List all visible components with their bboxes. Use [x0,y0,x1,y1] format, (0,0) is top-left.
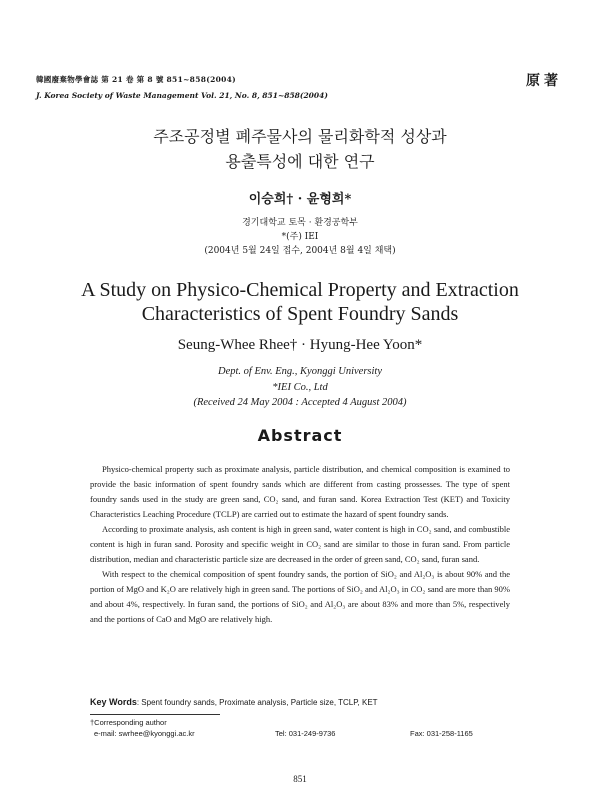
abstract-paragraph-3: With respect to the chemical composition of spent foundry sands, the portion of SiO₂ and Al₂O₃ is about 90% and the portion of MgO and K₂O are relatively high in green sand. The portions of SiO₂ and Al₂O₃ in CO₂ sand are more than 90% and about 4%, respectively. In furan sand, the portions of SiO₂ and Al₂O₃ are about 83% and more than 5%, respectively and the portions of CaO and MgO are relatively high. [90,569,510,624]
english-title [0,278,600,326]
journal-header-korean: 韓國廢棄物學會誌 第 21 卷 第 8 號 851~858(2004) [36,75,236,84]
english-title-line-1: A Study on Physico-Chemical Property and Extraction [81,279,519,301]
keywords-text: : Spent foundry sands, Proximate analysis, Particle size, TCLP, KET [136,698,378,707]
abstract-heading: Abstract [257,426,343,445]
footnote-email: e-mail: swrhee@kyonggi.ac.kr [94,729,195,738]
footnote-tel: Tel: 031-249-9736 [275,729,336,738]
english-affiliation-1: Dept. of Env. Eng., Kyonggi University [218,366,382,377]
footnote-divider [90,714,220,715]
page-number: 851 [293,774,307,784]
english-authors: Seung-Whee Rhee† · Hyung-Hee Yoon* [177,337,423,353]
korean-title-line-1: 주조공정별 폐주물사의 물리화학적 성상과 [153,127,447,146]
keywords-label: Key Words [90,697,137,707]
abstract-paragraph-1: Physico-chemical property such as proximate analysis, particle distribution, and chemical composition is examined to provide the basic information of spent foundry sands which are different from casting prossesses. The type of spent foundry sands used in the study are green sand, CO₂ sand, and furan sand. Korea Extraction Test (KET) and Toxicity Characteristics Leaching Procedure (TCLP) are carried out to estimate the hazard of spent foundry sands. [90,464,510,519]
journal-header-english: J. Korea Society of Waste Management Vol. 21, No. 8, 851~858(2004) [36,91,328,100]
footnote-corresponding: †Corresponding author [90,718,167,727]
english-title-line-2: Characteristics of Spent Foundry Sands [141,303,459,325]
abstract-paragraph-2: According to proximate analysis, ash content is high in green sand, water content is high in CO₂ sand, and combustible content is high in furan sand. Porosity and specific weight in CO₂ sand are similar to those in furan sand. From particle distribution, median and characteristic particle size are decreased in the order of green sand, CO₂ sand, furan sand. [90,524,510,564]
english-affiliation-2: *IEI Co., Ltd [272,381,328,393]
korean-affiliation-1: 경기대학교 토목 · 환경공학부 [242,218,358,228]
korean-title [0,124,600,174]
korean-authors: 이승희† · 윤형희* [248,192,352,207]
korean-affiliation-2: *(주) IEI [281,232,319,242]
keywords [90,697,530,707]
article-type-label: 原著 [526,73,562,89]
korean-affiliations [0,216,600,258]
abstract-body [90,462,510,627]
english-dates: (Received 24 May 2004 : Accepted 4 August 2004) [193,397,407,408]
english-affiliations [0,364,600,411]
korean-dates: (2004년 5월 24일 접수, 2004년 8월 4일 채택) [204,246,396,256]
korean-title-line-2: 용출특성에 대한 연구 [225,152,375,171]
footnote-fax: Fax: 031-258-1165 [410,729,473,738]
